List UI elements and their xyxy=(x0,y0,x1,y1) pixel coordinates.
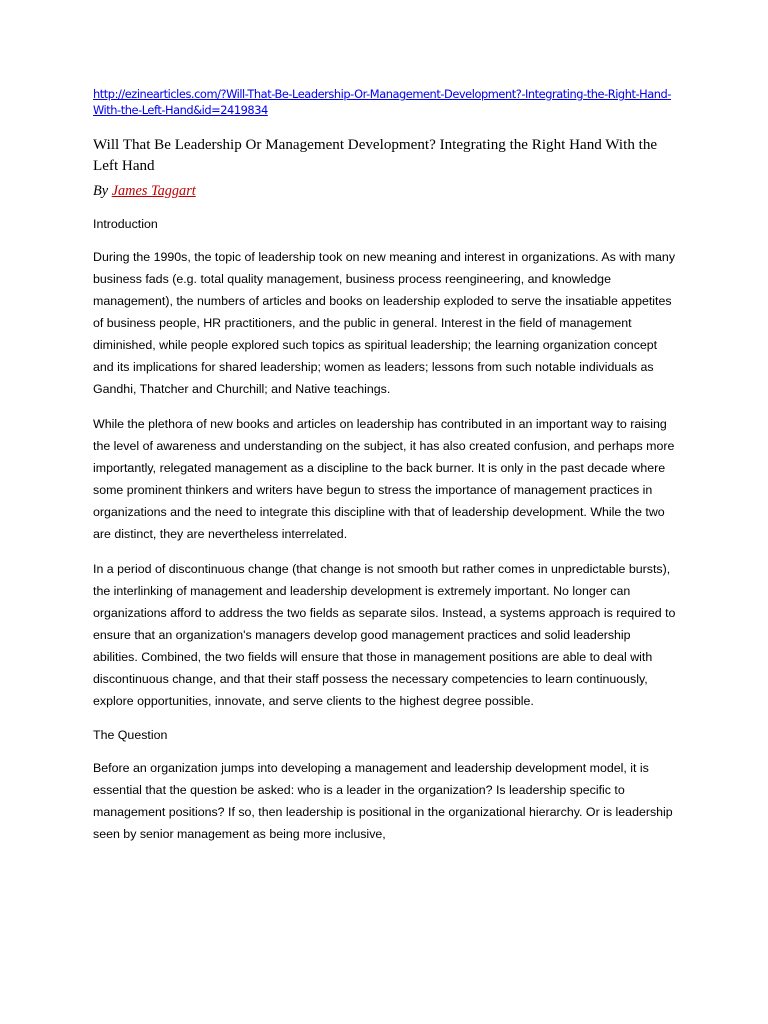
source-url-link[interactable]: http://ezinearticles.com/?Will-That-Be-Leadership-Or-Management-Development?-Integrating-the-Right-Hand-With-the-Left-Hand&id=2419834 xyxy=(93,87,671,117)
byline-prefix: By xyxy=(93,183,112,199)
byline xyxy=(93,181,678,201)
article-title: Will That Be Leadership Or Management Development? Integrating the Right Hand With the Left Hand xyxy=(93,137,658,174)
paragraph: In a period of discontinuous change (that change is not smooth but rather comes in unpredictable bursts), the interlinking of management and leadership development is extremely important. No longer can organizations afford to address the two fields as separate silos. Instead, a systems approach is required to ensure that an organization's managers develop good management practices and solid leadership abilities. Combined, the two fields will ensure that those in management positions are able to deal with discontinuous change, and that their staff possess the necessary competencies to learn continuously, explore opportunities, innovate, and serve clients to the highest degree possible. xyxy=(93,562,676,708)
author-link[interactable]: James Taggart xyxy=(111,183,196,199)
paragraph: While the plethora of new books and articles on leadership has contributed in an important way to raising the level of awareness and understanding on the subject, it has also created confusion, and perhaps more importantly, relegated management as a discipline to the back burner. It is only in the past decade where some prominent thinkers and writers have begun to stress the importance of management practices in organizations and the need to integrate this discipline with that of leadership development. While the two are distinct, they are nevertheless interrelated. xyxy=(93,417,675,541)
paragraph: Before an organization jumps into developing a management and leadership development model, it is essential that the question be asked: who is a leader in the organization? Is leadership specific to management positions? If so, then leadership is positional in the organizational hierarchy. Or is leadership seen by senior management as being more inclusive, xyxy=(93,761,673,841)
section-heading-introduction: Introduction xyxy=(93,217,158,231)
section-heading-the-question: The Question xyxy=(93,728,168,742)
paragraph: During the 1990s, the topic of leadership took on new meaning and interest in organizations. As with many business fads (e.g. total quality management, business process reengineering, and knowledge management), the numbers of articles and books on leadership exploded to serve the insatiable appetites of business people, HR practitioners, and the public in general. Interest in the field of management diminished, while people explored such topics as spiritual leadership; the learning organization concept and its implications for shared leadership; women as leaders; lessons from such notable individuals as Gandhi, Thatcher and Churchill; and Native teachings. xyxy=(93,250,676,396)
document-page xyxy=(93,86,678,845)
